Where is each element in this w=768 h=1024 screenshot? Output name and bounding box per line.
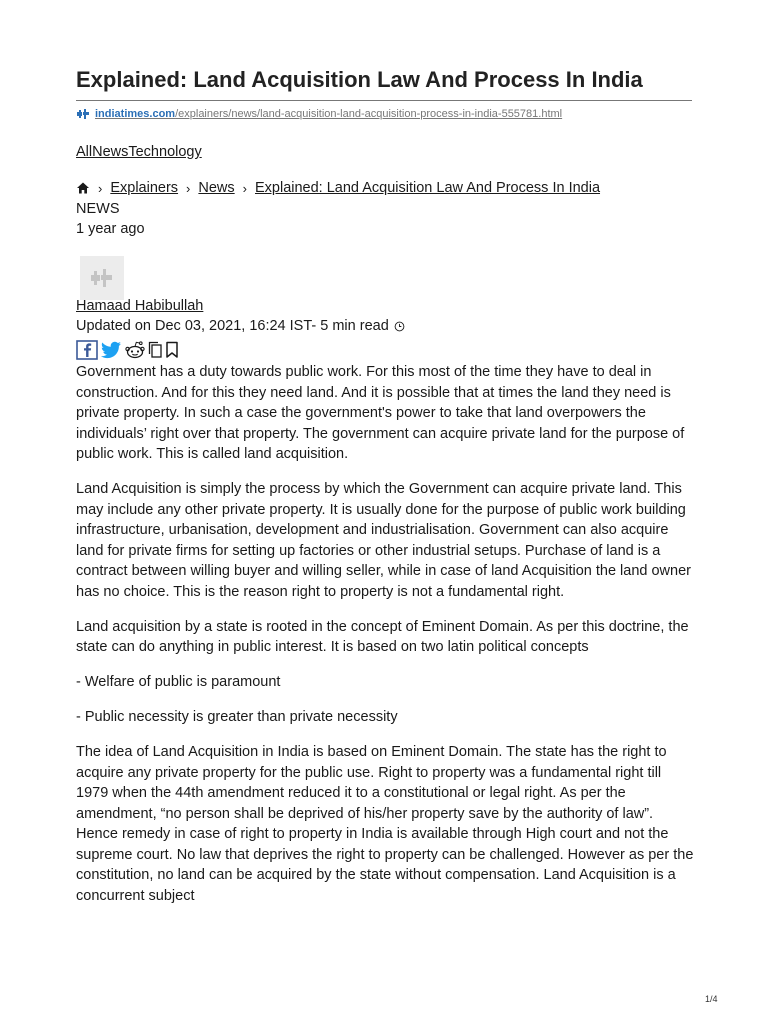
- paragraph: Land Acquisition is simply the process by which the Government can acquire private land. This may include any other private property. It is usually done for the purpose of public work building infrastructure, urbanisation, development and industrialisation. Government can also acquire land for private firms for setting up factories or other industrial setups. Purchase of land is a contract between willing buyer and willing seller, while in case of land Acquisition the land owner has no choice. This is the reason right to property is not a fundamental right.: [76, 481, 691, 600]
- breadcrumb: [76, 180, 600, 196]
- home-icon[interactable]: [76, 181, 90, 195]
- source-host: indiatimes.com: [95, 108, 176, 120]
- source-path: /explainers/news/land-acquisition-land-acquisition-process-in-india-555781.html: [175, 108, 563, 120]
- paragraph: - Welfare of public is paramount: [76, 674, 281, 690]
- clock-icon: [394, 321, 405, 332]
- avatar: [80, 256, 124, 300]
- site-logo-icon: [76, 107, 90, 121]
- source-link[interactable]: [95, 108, 562, 120]
- paragraph: Land acquisition by a state is rooted in the concept of Eminent Domain. As per this doctrine, the state can do anything in public interest. It is based on two latin political concepts: [76, 618, 689, 655]
- category-nav: [76, 144, 202, 160]
- breadcrumb-separator: ›: [98, 180, 103, 196]
- article-title: Explained: Land Acquisition Law And Process In India: [76, 67, 643, 92]
- paragraph: - Public necessity is greater than private necessity: [76, 709, 398, 725]
- paragraph: Government has a duty towards public work. For this most of the time they have to deal in construction. And for this they need land. And it is possible that at times the land they need is private property. In such a case the government's power to take that land overpowers the individuals’ right over that property. The government can acquire private land for the purpose of public work. This is called land acquisition.: [76, 364, 685, 462]
- news-tag: NEWS: [76, 201, 120, 217]
- reddit-icon[interactable]: [124, 340, 146, 360]
- categories-link[interactable]: AllNewsTechnology: [76, 144, 202, 160]
- updated-info: [76, 318, 405, 334]
- copy-icon[interactable]: [147, 340, 163, 360]
- bookmark-icon[interactable]: [164, 340, 180, 360]
- paragraph: The idea of Land Acquisition in India is based on Eminent Domain. The state has the right to acquire any private property for the public use. Right to property was a fundamental right till 1979 when the 44th amendment reduced it to a constitutional or legal right. As per the amendment, “no person shall be deprived of his/her property save by the authority of law”. Hence remedy in case of right to property in India is available through High court and not the supreme court. No law that deprives the right to property can be challenged. However as per the constitution, no land can be acquired by the state without compensation. Land Acquisition is a concurrent subject: [76, 744, 694, 904]
- breadcrumb-explainers[interactable]: Explainers: [110, 180, 179, 196]
- article-body: [76, 362, 696, 921]
- time-ago: 1 year ago: [76, 221, 145, 237]
- twitter-icon[interactable]: [99, 340, 123, 360]
- author-link[interactable]: Hamaad Habibullah: [76, 298, 204, 314]
- breadcrumb-current[interactable]: Explained: Land Acquisition Law And Process In India: [255, 180, 601, 196]
- source-url[interactable]: [76, 107, 562, 121]
- page-number: 1/4: [705, 994, 718, 1004]
- title-divider: [76, 100, 692, 101]
- breadcrumb-separator: ›: [242, 180, 247, 196]
- facebook-icon[interactable]: [76, 340, 98, 360]
- breadcrumb-news[interactable]: News: [198, 180, 235, 196]
- breadcrumb-separator: ›: [186, 180, 191, 196]
- author-placeholder-icon: [89, 265, 115, 291]
- share-bar: [76, 340, 180, 360]
- updated-text: Updated on Dec 03, 2021, 16:24 IST- 5 min read: [76, 318, 389, 334]
